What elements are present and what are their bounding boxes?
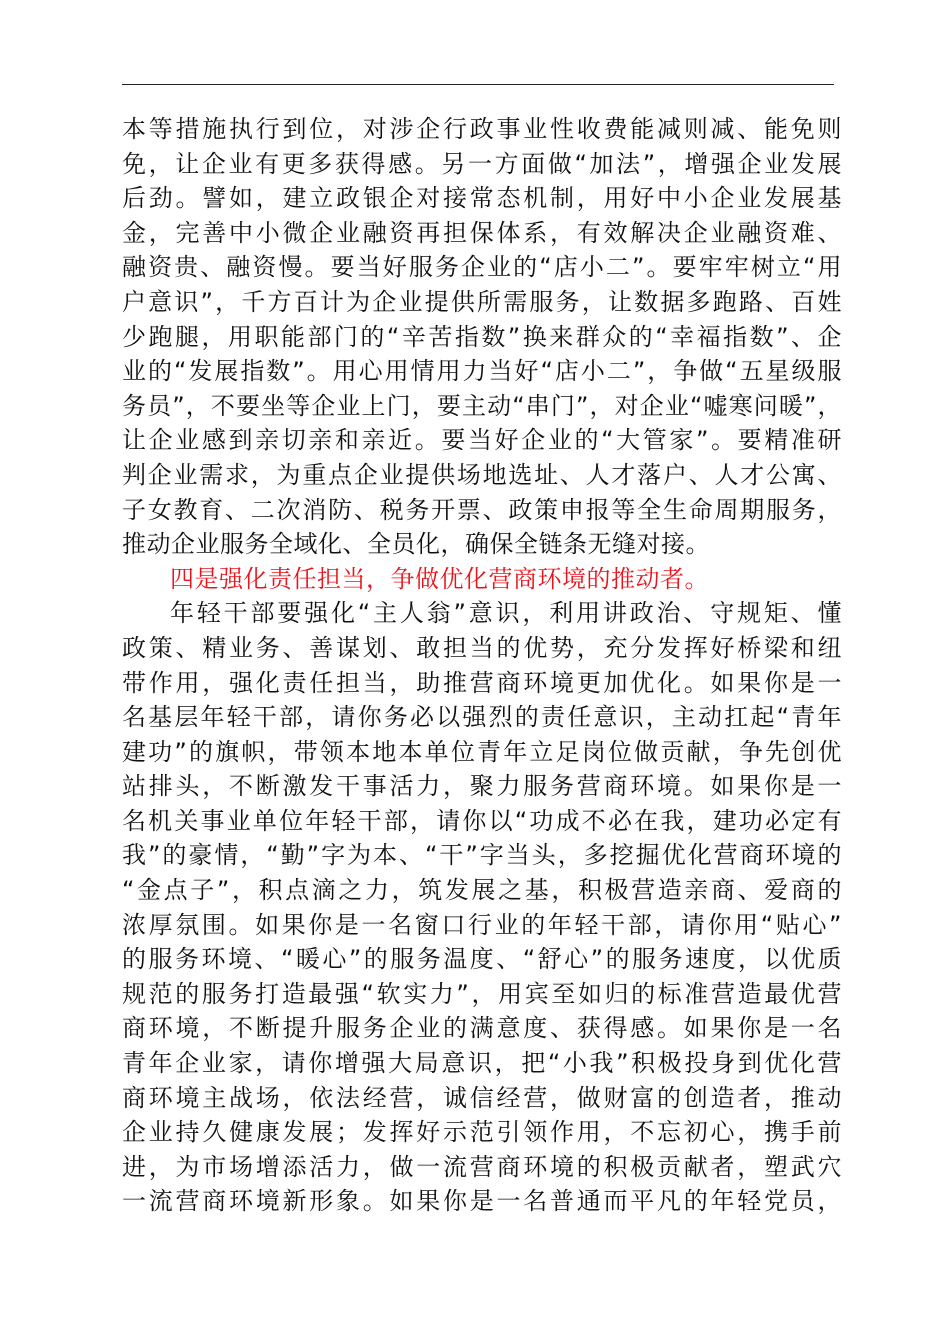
text-line: 我”的豪情，“勤”字为本、“干”字当头，多挖掘优化营商环境的: [122, 841, 842, 870]
section-heading: 四是强化责任担当，争做优化营商环境的推动者。: [170, 564, 709, 593]
text-line: 金，完善中小微企业融资再担保体系，有效解决企业融资难、: [122, 218, 842, 247]
text-line: 规范的服务打造最强“软实力”，用宾至如归的标准营造最优营: [122, 979, 842, 1008]
text-line: 一流营商环境新形象。如果你是一名普通而平凡的年轻党员，: [122, 1187, 842, 1216]
text-line: 商环境，不断提升服务企业的满意度、获得感。如果你是一名: [122, 1014, 842, 1043]
text-line: 青年企业家，请你增强大局意识，把“小我”积极投身到优化营: [122, 1049, 842, 1078]
text-line: 商环境主战场，依法经营，诚信经营，做财富的创造者，推动: [122, 1083, 842, 1112]
text-line: 推动企业服务全域化、全员化，确保全链条无缝对接。: [122, 530, 710, 559]
paragraph-1: [122, 112, 842, 562]
text-line: 免，让企业有更多获得感。另一方面做“加法”，增强企业发展: [122, 149, 842, 178]
text-line: 少跑腿，用职能部门的“辛苦指数”换来群众的“幸福指数”、企: [122, 322, 842, 351]
text-line: 户意识”，千方百计为企业提供所需服务，让数据多跑路、百姓: [122, 287, 842, 316]
text-line: 融资贵、融资慢。要当好服务企业的“店小二”。要牢牢树立“用: [122, 253, 842, 282]
text-line: 年轻干部要强化“主人翁”意识，利用讲政治、守规矩、懂: [170, 599, 842, 628]
text-line: 判企业需求，为重点企业提供场地选址、人才落户、人才公寓、: [122, 460, 842, 489]
text-line: 子女教育、二次消防、税务开票、政策申报等全生命周期服务，: [122, 495, 842, 524]
text-line: 的服务环境、“暖心”的服务温度、“舒心”的服务速度，以优质: [122, 945, 842, 974]
text-line: 带作用，强化责任担当，助推营商环境更加优化。如果你是一: [122, 668, 842, 697]
text-line: 后劲。譬如，建立政银企对接常态机制，用好中小企业发展基: [122, 184, 842, 213]
text-line: 名机关事业单位年轻干部，请你以“功成不必在我，建功必定有: [122, 806, 842, 835]
text-line: 建功”的旗帜，带领本地本单位青年立足岗位做贡献，争先创优: [122, 737, 842, 766]
text-line: 站排头，不断激发干事活力，聚力服务营商环境。如果你是一: [122, 772, 842, 801]
text-line: 名基层年轻干部，请你务必以强烈的责任意识，主动扛起“青年: [122, 703, 842, 732]
text-line: 企业持久健康发展；发挥好示范引领作用，不忘初心，携手前: [122, 1118, 842, 1147]
text-line: 业的“发展指数”。用心用情用力当好“店小二”，争做“五星级服: [122, 357, 842, 386]
text-line: 本等措施执行到位，对涉企行政事业性收费能减则减、能免则: [122, 115, 842, 143]
text-line: 政策、精业务、善谋划、敢担当的优势，充分发挥好桥梁和纽: [122, 633, 842, 662]
text-line: “金点子”，积点滴之力，筑发展之基，积极营造亲商、爱商的: [122, 876, 842, 905]
text-line: 让企业感到亲切亲和亲近。要当好企业的“大管家”。要精准研: [122, 426, 842, 455]
text-line: 浓厚氛围。如果你是一名窗口行业的年轻干部，请你用“贴心”: [122, 910, 842, 939]
header-rule: [122, 84, 834, 85]
text-line: 进，为市场增添活力，做一流营商环境的积极贡献者，塑武穴: [122, 1152, 842, 1181]
paragraph-2: [122, 596, 842, 1219]
document-body: [122, 112, 842, 1219]
text-line: 务员”，不要坐等企业上门，要主动“串门”，对企业“嘘寒问暖”，: [122, 391, 842, 420]
